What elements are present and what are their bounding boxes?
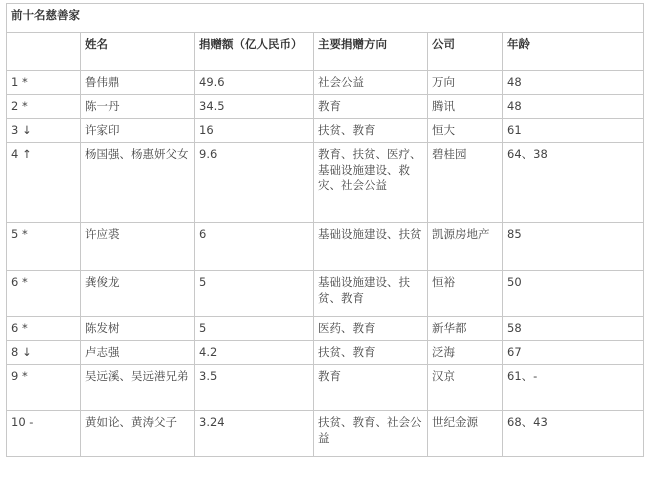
table-row bbox=[7, 411, 644, 457]
age-cell: 64、38 bbox=[503, 143, 644, 223]
header-amount: 捐赠额（亿人民币） bbox=[195, 33, 314, 71]
table-row bbox=[7, 143, 644, 223]
table-row bbox=[7, 223, 644, 271]
rank-cell: 10 - bbox=[7, 411, 81, 457]
amount-cell: 34.5 bbox=[195, 95, 314, 119]
name-cell: 许家印 bbox=[81, 119, 195, 143]
amount-cell: 5 bbox=[195, 271, 314, 317]
company-cell: 凯源房地产 bbox=[428, 223, 503, 271]
direction-cell: 扶贫、教育 bbox=[314, 341, 428, 365]
amount-cell: 9.6 bbox=[195, 143, 314, 223]
table-row bbox=[7, 271, 644, 317]
rank-cell: 8 ↓ bbox=[7, 341, 81, 365]
amount-cell: 3.24 bbox=[195, 411, 314, 457]
company-cell: 腾讯 bbox=[428, 95, 503, 119]
age-cell: 68、43 bbox=[503, 411, 644, 457]
direction-cell: 基础设施建设、扶贫、教育 bbox=[314, 271, 428, 317]
header-age: 年龄 bbox=[503, 33, 644, 71]
header-company: 公司 bbox=[428, 33, 503, 71]
direction-cell: 基础设施建设、扶贫 bbox=[314, 223, 428, 271]
company-cell: 世纪金源 bbox=[428, 411, 503, 457]
rank-cell: 6 * bbox=[7, 317, 81, 341]
header-rank bbox=[7, 33, 81, 71]
age-cell: 67 bbox=[503, 341, 644, 365]
table-row bbox=[7, 95, 644, 119]
philanthropists-table bbox=[6, 3, 644, 457]
amount-cell: 4.2 bbox=[195, 341, 314, 365]
name-cell: 杨国强、杨惠妍父女 bbox=[81, 143, 195, 223]
age-cell: 61、- bbox=[503, 365, 644, 411]
name-cell: 卢志强 bbox=[81, 341, 195, 365]
name-cell: 黄如论、黄涛父子 bbox=[81, 411, 195, 457]
name-cell: 陈发树 bbox=[81, 317, 195, 341]
direction-cell: 扶贫、教育、社会公益 bbox=[314, 411, 428, 457]
table-row bbox=[7, 71, 644, 95]
company-cell: 泛海 bbox=[428, 341, 503, 365]
age-cell: 50 bbox=[503, 271, 644, 317]
age-cell: 85 bbox=[503, 223, 644, 271]
table-header-row bbox=[7, 33, 644, 71]
age-cell: 58 bbox=[503, 317, 644, 341]
rank-cell: 2 * bbox=[7, 95, 81, 119]
header-direction: 主要捐赠方向 bbox=[314, 33, 428, 71]
age-cell: 61 bbox=[503, 119, 644, 143]
rank-cell: 5 * bbox=[7, 223, 81, 271]
age-cell: 48 bbox=[503, 71, 644, 95]
table-row bbox=[7, 317, 644, 341]
direction-cell: 社会公益 bbox=[314, 71, 428, 95]
name-cell: 鲁伟鼎 bbox=[81, 71, 195, 95]
table-caption-row bbox=[7, 4, 644, 33]
rank-cell: 9 * bbox=[7, 365, 81, 411]
rank-cell: 3 ↓ bbox=[7, 119, 81, 143]
table-row bbox=[7, 365, 644, 411]
company-cell: 碧桂园 bbox=[428, 143, 503, 223]
company-cell: 恒裕 bbox=[428, 271, 503, 317]
direction-cell: 教育 bbox=[314, 95, 428, 119]
company-cell: 恒大 bbox=[428, 119, 503, 143]
name-cell: 吴远溪、吴远港兄弟 bbox=[81, 365, 195, 411]
name-cell: 陈一丹 bbox=[81, 95, 195, 119]
amount-cell: 6 bbox=[195, 223, 314, 271]
company-cell: 新华都 bbox=[428, 317, 503, 341]
amount-cell: 16 bbox=[195, 119, 314, 143]
direction-cell: 教育、扶贫、医疗、基础设施建设、救灾、社会公益 bbox=[314, 143, 428, 223]
amount-cell: 49.6 bbox=[195, 71, 314, 95]
direction-cell: 教育 bbox=[314, 365, 428, 411]
table-row bbox=[7, 341, 644, 365]
rank-cell: 4 ↑ bbox=[7, 143, 81, 223]
name-cell: 许应裘 bbox=[81, 223, 195, 271]
company-cell: 万向 bbox=[428, 71, 503, 95]
direction-cell: 扶贫、教育 bbox=[314, 119, 428, 143]
company-cell: 汉京 bbox=[428, 365, 503, 411]
age-cell: 48 bbox=[503, 95, 644, 119]
table-caption: 前十名慈善家 bbox=[7, 4, 644, 33]
rank-cell: 6 * bbox=[7, 271, 81, 317]
direction-cell: 医药、教育 bbox=[314, 317, 428, 341]
header-name: 姓名 bbox=[81, 33, 195, 71]
amount-cell: 3.5 bbox=[195, 365, 314, 411]
rank-cell: 1 * bbox=[7, 71, 81, 95]
name-cell: 龚俊龙 bbox=[81, 271, 195, 317]
table-row bbox=[7, 119, 644, 143]
amount-cell: 5 bbox=[195, 317, 314, 341]
